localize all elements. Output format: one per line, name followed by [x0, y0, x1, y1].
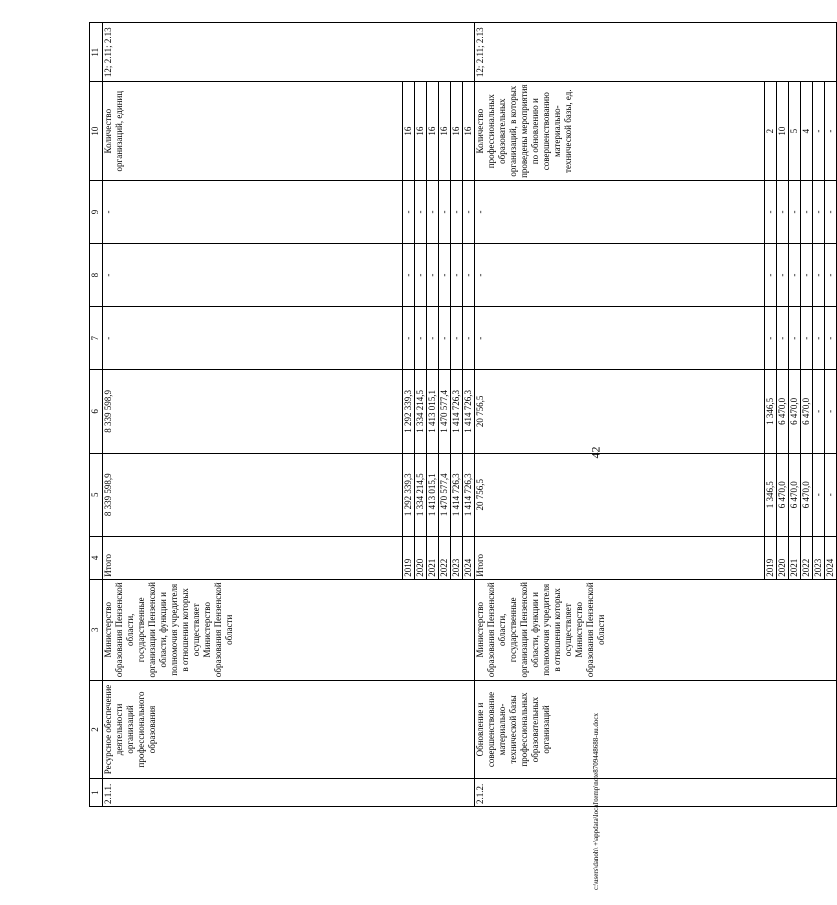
total-value: 20 756,5: [475, 453, 765, 536]
value-cell: -: [765, 244, 777, 307]
row-number: 2.1.2.: [475, 779, 837, 807]
total-value: -: [475, 244, 765, 307]
year-cell: 2023: [813, 536, 825, 579]
year-cell: 2022: [439, 536, 451, 579]
value-cell: -: [427, 180, 439, 243]
value-cell: 1 334 214,5: [415, 453, 427, 536]
value-cell: 6 470,0: [777, 453, 789, 536]
indicator-value: 2: [765, 82, 777, 180]
total-label: Итого: [103, 536, 403, 579]
header-cell: 4: [90, 536, 103, 579]
value-cell: 1 414 726,3: [451, 370, 463, 453]
indicator-value: 4: [801, 82, 813, 180]
year-cell: 2020: [415, 536, 427, 579]
indicator-value: 5: [789, 82, 801, 180]
table-row: [475, 23, 765, 807]
value-cell: 6 470,0: [789, 453, 801, 536]
page-number: 42: [588, 446, 603, 459]
value-cell: -: [765, 180, 777, 243]
total-value: -: [475, 180, 765, 243]
header-cell: 5: [90, 453, 103, 536]
indicator-value: 16: [415, 82, 427, 180]
value-cell: -: [825, 244, 837, 307]
indicator-value: 16: [403, 82, 415, 180]
value-cell: -: [825, 307, 837, 370]
value-cell: -: [825, 370, 837, 453]
indicator-value: -: [813, 82, 825, 180]
year-cell: 2019: [403, 536, 415, 579]
value-cell: -: [415, 307, 427, 370]
measure-name: Ресурсное обеспечение деятельности организаций профессионального образования: [103, 680, 475, 778]
value-cell: -: [777, 180, 789, 243]
value-cell: -: [801, 307, 813, 370]
value-cell: 1 414 726,3: [463, 453, 475, 536]
value-cell: -: [813, 453, 825, 536]
value-cell: -: [765, 307, 777, 370]
value-cell: 1 334 214,5: [415, 370, 427, 453]
header-cell: 7: [90, 307, 103, 370]
value-cell: -: [801, 244, 813, 307]
executor-cell: Министерство образования Пензенской области, государственные организации Пензенской области, функции и полномочия учредителя в отношении которых осуществляет Министерство образования Пензенской области: [475, 579, 837, 680]
total-value: -: [103, 307, 403, 370]
total-value: -: [103, 244, 403, 307]
value-cell: -: [463, 180, 475, 243]
indicator-value: 10: [777, 82, 789, 180]
value-cell: -: [789, 180, 801, 243]
value-cell: -: [427, 307, 439, 370]
program-table: [89, 22, 837, 807]
header-row: [90, 23, 103, 807]
value-cell: -: [427, 244, 439, 307]
value-cell: 1 470 577,4: [439, 453, 451, 536]
measure-name: Обновление и совершенствование материально-технической базы профессиональных образовательных организаций: [475, 680, 837, 778]
header-cell: 8: [90, 244, 103, 307]
value-cell: -: [777, 307, 789, 370]
total-value: -: [475, 307, 765, 370]
year-cell: 2020: [777, 536, 789, 579]
year-cell: 2021: [427, 536, 439, 579]
value-cell: 1 414 726,3: [463, 370, 475, 453]
year-cell: 2024: [463, 536, 475, 579]
value-cell: 1 346,5: [765, 370, 777, 453]
value-cell: -: [789, 244, 801, 307]
value-cell: 6 470,0: [801, 453, 813, 536]
value-cell: 1 346,5: [765, 453, 777, 536]
header-cell: 9: [90, 180, 103, 243]
executor-cell: Министерство образования Пензенской области, государственные организации Пензенской области, функции и полномочия учредителя в отношении которых осуществляет Министерство образования Пензенской области: [103, 579, 475, 680]
value-cell: -: [403, 180, 415, 243]
value-cell: 1 470 577,4: [439, 370, 451, 453]
total-value: 8 339 598,9: [103, 453, 403, 536]
indicator-value: -: [825, 82, 837, 180]
value-cell: 1 413 015,1: [427, 453, 439, 536]
links-cell: 12; 2.11; 2.13: [475, 23, 837, 82]
total-value: 8 339 598,9: [103, 370, 403, 453]
year-cell: 2022: [801, 536, 813, 579]
year-cell: 2019: [765, 536, 777, 579]
header-cell: 10: [90, 82, 103, 180]
value-cell: 1 292 339,3: [403, 370, 415, 453]
value-cell: -: [825, 180, 837, 243]
value-cell: -: [415, 180, 427, 243]
value-cell: 1 414 726,3: [451, 453, 463, 536]
value-cell: -: [415, 244, 427, 307]
value-cell: -: [825, 453, 837, 536]
header-cell: 2: [90, 680, 103, 778]
year-cell: 2021: [789, 536, 801, 579]
value-cell: 6 470,0: [801, 370, 813, 453]
value-cell: -: [463, 244, 475, 307]
row-number: 2.1.1.: [103, 779, 475, 807]
total-value: -: [103, 180, 403, 243]
value-cell: -: [451, 244, 463, 307]
indicator-value: 16: [439, 82, 451, 180]
value-cell: -: [789, 307, 801, 370]
indicator-value: 16: [463, 82, 475, 180]
value-cell: 6 470,0: [789, 370, 801, 453]
header-cell: 11: [90, 23, 103, 82]
value-cell: -: [813, 180, 825, 243]
year-cell: 2023: [451, 536, 463, 579]
indicator-value: 16: [451, 82, 463, 180]
value-cell: -: [463, 307, 475, 370]
value-cell: 6 470,0: [777, 370, 789, 453]
value-cell: -: [403, 307, 415, 370]
indicator-value: 16: [427, 82, 439, 180]
header-cell: 3: [90, 579, 103, 680]
table-row: [103, 23, 403, 807]
value-cell: -: [777, 244, 789, 307]
value-cell: -: [439, 244, 451, 307]
value-cell: -: [439, 307, 451, 370]
value-cell: -: [451, 180, 463, 243]
header-cell: 1: [90, 779, 103, 807]
indicator-cell: Количество организаций, единиц: [103, 82, 403, 180]
header-cell: 6: [90, 370, 103, 453]
year-cell: 2024: [825, 536, 837, 579]
value-cell: 1 413 015,1: [427, 370, 439, 453]
value-cell: -: [439, 180, 451, 243]
value-cell: -: [403, 244, 415, 307]
value-cell: -: [813, 370, 825, 453]
footer-file-path: c:\users\danoh\ +\appdata\local\temp\note8709448688-uu.docx: [592, 713, 600, 890]
value-cell: -: [813, 307, 825, 370]
total-value: 20 756,5: [475, 370, 765, 453]
total-label: Итого: [475, 536, 765, 579]
value-cell: -: [801, 180, 813, 243]
indicator-cell: Количество профессиональных образовательных организаций, в которых проведены мероприятия по обновлению и совершенствованию материально-технической базы, ед.: [475, 82, 765, 180]
links-cell: 12; 2.11; 2.13: [103, 23, 475, 82]
value-cell: -: [451, 307, 463, 370]
value-cell: 1 292 339,3: [403, 453, 415, 536]
value-cell: -: [813, 244, 825, 307]
